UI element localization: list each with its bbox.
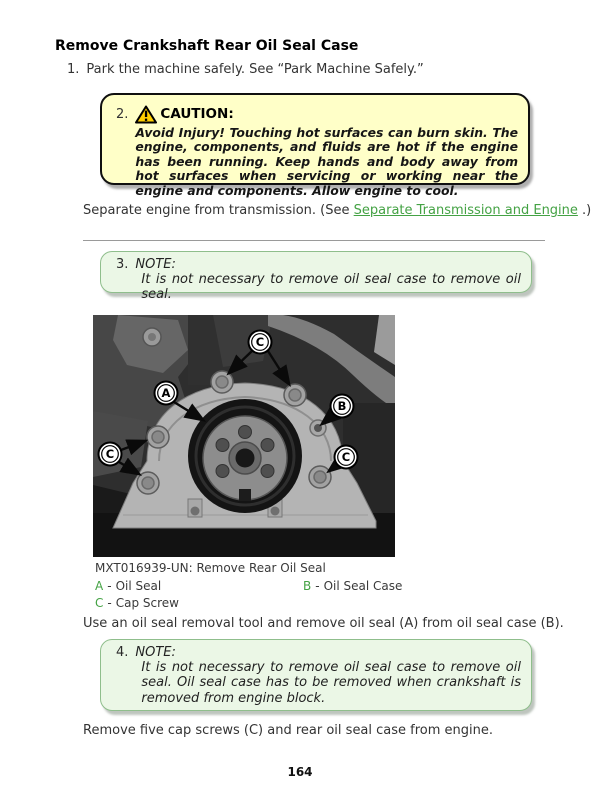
step-1-text: Park the machine safely. See “Park Machine Safely.” <box>86 62 424 77</box>
callout-a <box>155 382 178 405</box>
legend-item-c: C - Cap Screw <box>95 596 179 610</box>
step-2-number: 2. <box>116 107 129 122</box>
engine-rear-oil-seal-photo <box>93 315 395 557</box>
paragraph-remove-seal: Use an oil seal removal tool and remove oil seal (A) from oil seal case (B). <box>83 616 564 631</box>
step-3-number: 3. <box>116 257 129 272</box>
caution-label: CAUTION: <box>160 106 234 122</box>
legend-letter-c: C <box>95 596 104 610</box>
note-box-4 <box>100 639 532 711</box>
warning-triangle-icon <box>135 105 157 124</box>
callout-b <box>331 395 354 418</box>
figure-legend <box>95 578 535 612</box>
legend-label-b: Oil Seal Case <box>323 579 403 593</box>
legend-letter-b: B <box>303 579 312 593</box>
engine-photo-illustration <box>93 315 395 557</box>
note-4-body: It is not necessary to remove oil seal case to remove oil seal. Oil seal case has to be removed when crankshaft is removed from engine block. <box>141 660 521 706</box>
separate-text-pre: Separate engine from transmission. (See <box>83 203 354 218</box>
step-1-number: 1. <box>67 62 80 77</box>
svg-text:C: C <box>255 335 265 349</box>
legend-label-a: Oil Seal <box>115 579 162 593</box>
svg-text:B: B <box>337 399 347 413</box>
callout-c-left <box>99 443 122 466</box>
legend-item-a: A - Oil Seal <box>95 579 162 593</box>
caution-box <box>100 93 530 198</box>
svg-text:A: A <box>161 386 171 400</box>
figure-caption: MXT016939-UN: Remove Rear Oil Seal <box>95 561 326 575</box>
page-title: Remove Crankshaft Rear Oil Seal Case <box>55 38 359 54</box>
note-box-3 <box>100 251 532 303</box>
page-number: 164 <box>287 765 313 779</box>
note-3-label: NOTE: <box>135 257 176 272</box>
paragraph-remove-screws: Remove five cap screws (C) and rear oil seal case from engine. <box>83 723 494 738</box>
caution-header <box>135 104 518 124</box>
step-4-number: 4. <box>116 645 129 660</box>
svg-text:C: C <box>341 450 351 464</box>
paragraph-separate-engine <box>83 203 591 218</box>
step-1 <box>67 62 424 77</box>
legend-item-b: B - Oil Seal Case <box>303 579 403 593</box>
separate-text-post: .) <box>577 203 592 218</box>
link-separate-transmission-and-engine[interactable]: Separate Transmission and Engine <box>353 203 578 218</box>
svg-text:C: C <box>105 447 115 461</box>
horizontal-divider <box>83 240 545 241</box>
callout-c-right <box>335 446 358 469</box>
caution-body: Avoid Injury! Touching hot surfaces can burn skin. The engine, components, and fluids are hot if the engine has been running. Keep hands and body away from hot surfaces when servicing or working near the engine and components. Allow engine to cool. <box>135 125 518 198</box>
note-3-body: It is not necessary to remove oil seal case to remove oil seal. <box>141 272 521 303</box>
note-4-label: NOTE: <box>135 645 176 660</box>
legend-label-c: Cap Screw <box>115 596 179 610</box>
callout-c-top <box>249 331 272 354</box>
legend-letter-a: A <box>95 579 104 593</box>
